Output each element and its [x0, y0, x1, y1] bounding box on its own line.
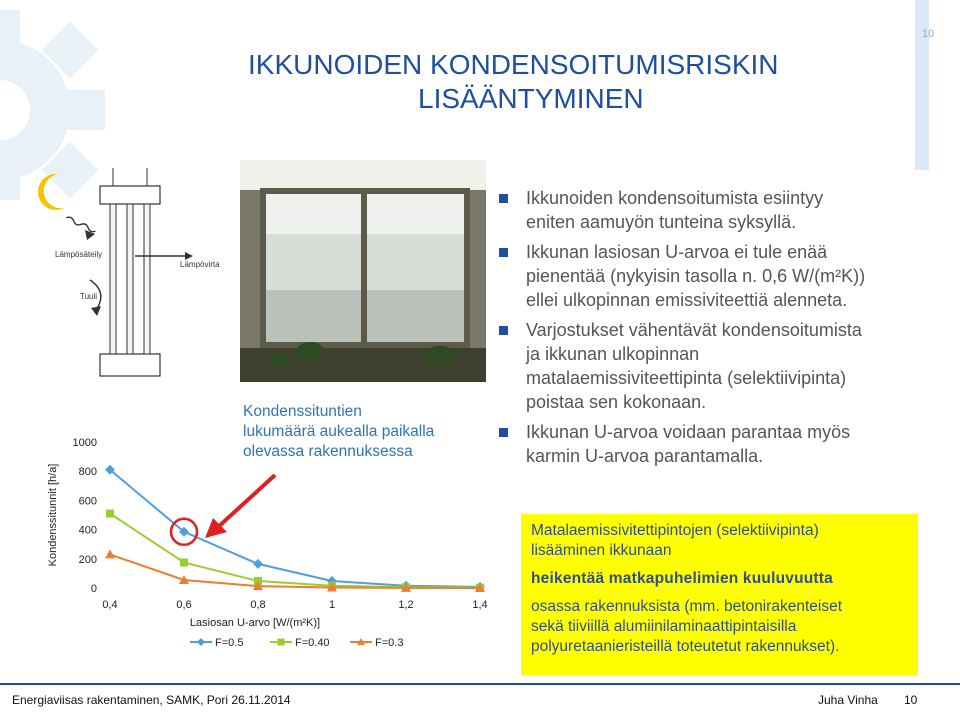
bullet-line: pienentää (nykyisin tasolla n. 0,6 W/(m²K))	[526, 266, 866, 286]
data-point-square	[106, 510, 114, 518]
y-tick-label: 1000	[72, 437, 97, 449]
y-tick-label: 400	[78, 524, 97, 537]
y-tick-label: 600	[78, 495, 97, 508]
legend-marker	[197, 638, 205, 646]
bullet-list	[497, 186, 937, 474]
bullet-line: eniten aamuyön tunteina syksyllä.	[526, 212, 797, 232]
footer-page-number: 10	[904, 693, 918, 707]
label-tuuli: Tuuli	[80, 292, 98, 301]
x-tick-label: 0,4	[102, 599, 118, 611]
x-tick-label: 0,6	[176, 599, 192, 611]
x-axis-label: Lasiosan U-arvo [W/(m²K)]	[189, 617, 321, 629]
highlight-line-5: sekä tiiviillä alumiinilaminaattipintaisilla	[531, 618, 797, 635]
caption-line-2: lukumäärä aukealla paikalla	[243, 423, 435, 440]
bullet-item	[497, 318, 937, 414]
condensation-hours-chart	[40, 430, 510, 670]
footer-event: Energiaviisas rakentaminen, SAMK, Pori 26.11.2014	[12, 693, 291, 707]
bullet-line: ellei ulkopinnan emissiviteettiä alenneta.	[526, 290, 848, 310]
bullet-line: ja ikkunan ulkopinnan	[526, 344, 700, 364]
red-arrow-icon	[195, 470, 280, 545]
title-line-2: LISÄÄNTYMINEN	[418, 83, 644, 114]
caption-line-3: olevassa rakennuksessa	[243, 443, 413, 460]
slide-number-top: 10	[922, 28, 935, 40]
y-tick-label: 0	[90, 583, 97, 595]
label-lamposateily: Lämpösäteily	[55, 250, 103, 259]
highlight-line-4: osassa rakennuksista (mm. betonirakenteiset	[531, 598, 843, 615]
bullet-item	[497, 186, 937, 234]
bullet-line: matalaemissiviteettipinta (selektiivipinta)	[526, 368, 847, 388]
caption-line-1: Kondenssituntien	[243, 403, 362, 420]
series-line	[110, 470, 480, 587]
x-tick-label: 1,2	[398, 599, 414, 611]
highlight-line-6: polyuretaanieristeillä toteutetut rakennukset).	[531, 638, 840, 655]
data-point-diamond	[253, 559, 263, 569]
window-condensation-photo	[240, 160, 486, 382]
slide-title	[248, 48, 898, 116]
y-tick-label: 800	[78, 466, 97, 479]
moon-icon	[38, 172, 68, 212]
legend-label: F=0.3	[375, 637, 404, 649]
bullet-item	[497, 240, 937, 312]
bullet-item	[497, 420, 937, 468]
data-point-triangle	[105, 549, 115, 558]
highlight-box	[521, 514, 918, 675]
bullet-line: Ikkunan U-arvoa voidaan parantaa myös	[526, 422, 851, 442]
series-line	[110, 514, 480, 588]
bullet-line: Ikkunoiden kondensoitumista esiintyy	[526, 188, 824, 208]
y-axis-label: Kondenssitunnit [h/a]	[47, 463, 59, 567]
legend-marker	[278, 639, 285, 646]
x-tick-label: 0,8	[250, 599, 266, 611]
y-tick-label: 200	[78, 553, 97, 566]
bullet-line: poistaa sen kokonaan.	[526, 392, 707, 412]
x-tick-label: 1	[328, 599, 336, 611]
data-point-square	[180, 558, 188, 566]
legend-label: F=0.40	[295, 637, 330, 649]
highlight-line-1: Matalaemissivitettipintojen (selektiivipinta)	[531, 522, 819, 539]
bullet-line: Ikkunan lasiosan U-arvoa ei tule enää	[526, 242, 828, 262]
label-lampovirta: Lämpövirta	[180, 260, 220, 269]
x-tick-label: 1,4	[472, 599, 488, 611]
top-right-stripe	[915, 0, 929, 170]
title-line-1: IKKUNOIDEN KONDENSOITUMISRISKIN	[248, 49, 779, 80]
legend-label: F=0.5	[215, 637, 244, 649]
bullet-line: karmin U-arvoa parantamalla.	[526, 446, 764, 466]
footer-divider	[0, 683, 960, 685]
bullet-line: Varjostukset vähentävät kondensoitumista	[526, 320, 862, 340]
footer-author: Juha Vinha	[818, 693, 878, 707]
highlight-line-3: heikentää matkapuhelimien kuuluvuutta	[531, 570, 833, 587]
highlight-line-2: lisääminen ikkunaan	[531, 542, 672, 559]
